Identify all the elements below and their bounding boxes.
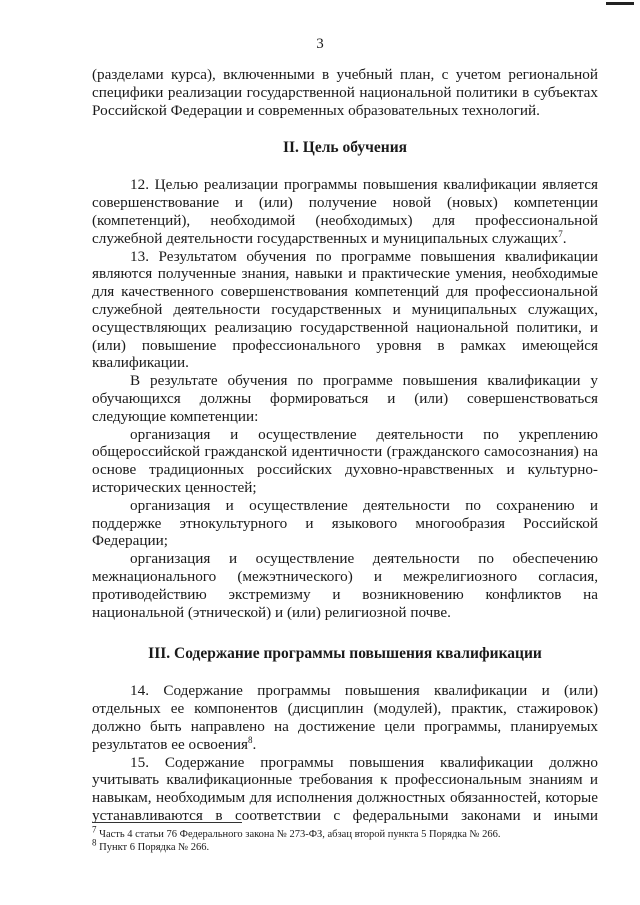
footnote-7 bbox=[92, 824, 598, 841]
document-body bbox=[92, 66, 598, 825]
footnote-ref-7[interactable]: 7 bbox=[558, 228, 563, 239]
paragraph-12-end: . bbox=[562, 229, 567, 247]
paragraph-12 bbox=[92, 176, 598, 247]
competence-item-2: организация и осуществление деятельности по сохранению и поддержке этнокультурного и языкового многообразия Российской Федерации; bbox=[92, 496, 598, 550]
paragraph-14-end: . bbox=[252, 735, 257, 753]
section-heading-content: III. Содержание программы повышения квалификации bbox=[148, 645, 542, 663]
footnote-8 bbox=[92, 837, 598, 854]
paragraph-15: 15. Содержание программы повышения квалификации должно учитывать квалификационные требования к профессиональным знаниям и навыкам, необходимым для исполнения должностных обязанностей, которые устанавливаются в соответствии с федеральными законами и иными bbox=[92, 753, 598, 824]
corner-scan-mark bbox=[606, 2, 634, 5]
footnotes bbox=[92, 824, 598, 854]
paragraph-12-text: 12. Целью реализации программы повышения квалификации является совершенствование и (или) получение новой (новых) компетенции (компетенций), необходимой (необходимых) для профессиональной служебной деятельности государственных и муниципальных служащих bbox=[92, 176, 598, 247]
footnote-divider bbox=[92, 822, 242, 823]
footnote-mark-8: 8 bbox=[92, 837, 97, 848]
paragraph-result: В результате обучения по программе повышения квалификации у обучающихся должны формироваться и (или) совершенствоваться следующие компетенции: bbox=[92, 372, 598, 425]
footnote-mark-7: 7 bbox=[92, 824, 97, 835]
footnote-8-text: Пункт 6 Порядка № 266. bbox=[99, 842, 210, 853]
paragraph-13: 13. Результатом обучения по программе повышения квалификации являются полученные знания, навыки и практические умения, необходимые для качественного совершенствования компетенций для профессиональной служебной деятельности государственных и муниципальных служащих, осуществляющих реализацию государственной национальной политики, и (или) повышение профессионального уровня в рамках имеющейся квалификации. bbox=[92, 247, 598, 372]
footnote-ref-8[interactable]: 8 bbox=[248, 734, 253, 745]
footnote-7-text: Часть 4 статьи 76 Федерального закона № 273-ФЗ, абзац второй пункта 5 Порядка № 266. bbox=[99, 829, 501, 840]
page-number: 3 bbox=[316, 36, 324, 52]
paragraph-14 bbox=[92, 682, 598, 753]
intro-paragraph: (разделами курса), включенными в учебный план, с учетом региональной специфики реализации государственной национальной политики в субъектах Российской Федерации и современных образовательных технологий. bbox=[92, 66, 598, 119]
competence-item-3: организация и осуществление деятельности по обеспечению межнационального (межэтнического) и межрелигиозного согласия, противодействию экстремизму и возникновению конфликтов на национальной (этнической) и (или) религиозной почве. bbox=[92, 550, 598, 621]
competence-item-1: организация и осуществление деятельности по укреплению общероссийской гражданской идентичности (гражданского самосознания) на основе традиционных российских духовно-нравственных и культурно-исторических ценностей; bbox=[92, 425, 598, 496]
section-heading-goal: II. Цель обучения bbox=[282, 139, 408, 157]
paragraph-14-text: 14. Содержание программы повышения квалификации и (или) отдельных ее компонентов (дисциплин (модулей), практик, стажировок) должно быть направлено на достижение цели программы, планируемых результатов ее освоения bbox=[92, 682, 598, 753]
